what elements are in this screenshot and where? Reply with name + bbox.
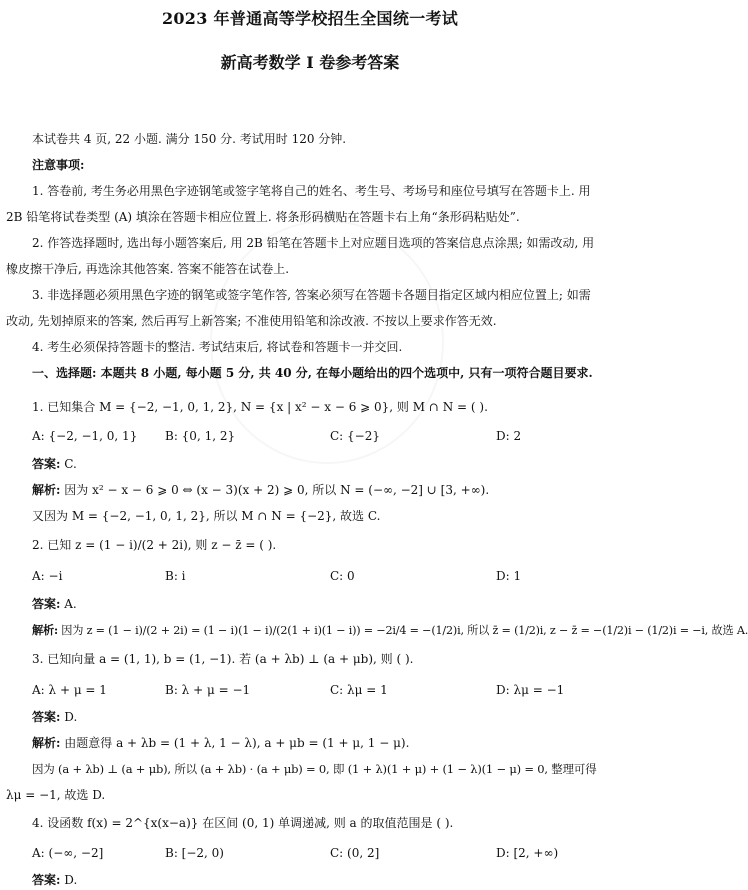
note-1-line-2: 2B 铅笔将试卷类型 (A) 填涂在答题卡相应位置上. 将条形码横贴在答题卡右上角“条形码粘贴处”. xyxy=(6,210,520,224)
answer-title: 新高考数学 I 卷参考答案 xyxy=(220,53,400,72)
note-3-line-2: 改动, 先划掉原来的答案, 然后再写上新答案; 不准使用铅笔和涂改液. 不按以上要求作答无效. xyxy=(6,314,497,328)
q3-analysis-2: 因为 (a + λb) ⊥ (a + μb), 所以 (a + λb) · (a + μb) = 0, 即 (1 + λ)(1 + μ) + (1 − λ)(1 − μ) = 0, 整理可得 xyxy=(32,762,597,776)
q3-option-b: B: λ + μ = −1 xyxy=(165,683,251,697)
note-3-line-1: 3. 非选择题必须用黑色字迹的钢笔或签字笔作答, 答案必须写在答题卡各题目指定区域内相应位置上; 如需 xyxy=(32,288,591,302)
exam-info: 本试卷共 4 页, 22 小题. 满分 150 分. 考试用时 120 分钟. xyxy=(32,132,347,146)
q1-answer xyxy=(0,456,652,472)
q2-answer-value: A. xyxy=(60,597,77,611)
note-2-line-1: 2. 作答选择题时, 选出每小题答案后, 用 2B 铅笔在答题卡上对应题目选项的答案信息点涂黑; 如需改动, 用 xyxy=(32,236,595,250)
exam-title: 2023 年普通高等学校招生全国统一考试 xyxy=(161,9,459,28)
q3-option-a: A: λ + μ = 1 xyxy=(32,683,107,697)
q3-analysis-text-1: 由题意得 a + λb = (1 + λ, 1 − λ), a + μb = (1 + μ, 1 − μ). xyxy=(60,736,410,750)
q3-analysis-1 xyxy=(0,735,652,751)
q1-option-b: B: {0, 1, 2} xyxy=(165,429,236,443)
q2-analysis-1 xyxy=(0,622,748,639)
q1-answer-label: 答案: xyxy=(32,457,61,471)
q3-option-c: C: λμ = 1 xyxy=(330,683,388,697)
notes-heading: 注意事项: xyxy=(32,158,85,172)
q3-analysis-label: 解析: xyxy=(32,736,61,750)
q4-option-d: D: [2, +∞) xyxy=(496,846,559,860)
q1-analysis-1 xyxy=(0,482,652,498)
q3-answer-label: 答案: xyxy=(32,710,61,724)
q2-option-c: C: 0 xyxy=(330,569,355,583)
q2-answer xyxy=(0,596,652,612)
q1-analysis-label: 解析: xyxy=(32,483,61,497)
q4-answer xyxy=(0,872,652,888)
q1-option-a: A: {−2, −1, 0, 1} xyxy=(32,429,138,443)
note-1-line-1: 1. 答卷前, 考生务必用黑色字迹钢笔或签字笔将自己的姓名、考生号、考场号和座位号填写在答题卡上. 用 xyxy=(32,184,591,198)
q3-stem: 3. 已知向量 a = (1, 1), b = (1, −1). 若 (a + λb) ⊥ (a + μb), 则 ( ). xyxy=(32,652,414,666)
q2-analysis-label: 解析: xyxy=(32,623,58,637)
q2-stem: 2. 已知 z = (1 − i)/(2 + 2i), 则 z − z̄ = ( ). xyxy=(32,538,277,552)
q3-option-d: D: λμ = −1 xyxy=(496,683,565,697)
q4-answer-label: 答案: xyxy=(32,873,61,887)
q3-answer xyxy=(0,709,652,725)
q1-option-d: D: 2 xyxy=(496,429,522,443)
q1-stem: 1. 已知集合 M = {−2, −1, 0, 1, 2}, N = {x | x² − x − 6 ⩾ 0}, 则 M ∩ N = ( ). xyxy=(32,400,488,414)
q1-analysis-text-1: 因为 x² − x − 6 ⩾ 0 ⇔ (x − 3)(x + 2) ⩾ 0, 所以 N = (−∞, −2] ∪ [3, +∞). xyxy=(60,483,490,497)
q4-option-c: C: (0, 2] xyxy=(330,846,380,860)
q2-analysis-text-1: 因为 z = (1 − i)/(2 + 2i) = (1 − i)(1 − i)/(2(1 + i)(1 − i)) = −2i/4 = −(1/2)i, 所以 z̄ = (1/2)i, z − z̄ = −(1/2)i − (1/2)i = −i, 故选 A. xyxy=(57,624,748,637)
q1-analysis-2: 又因为 M = {−2, −1, 0, 1, 2}, 所以 M ∩ N = {−2}, 故选 C. xyxy=(32,509,381,523)
q2-option-b: B: i xyxy=(165,569,186,583)
q4-option-a: A: (−∞, −2] xyxy=(32,846,104,860)
q3-analysis-3: λμ = −1, 故选 D. xyxy=(6,788,106,802)
note-4: 4. 考生必须保持答题卡的整洁. 考试结束后, 将试卷和答题卡一并交回. xyxy=(32,340,403,354)
q2-answer-label: 答案: xyxy=(32,597,61,611)
note-2-line-2: 橡皮擦干净后, 再选涂其他答案. 答案不能答在试卷上. xyxy=(6,262,290,276)
q1-option-c: C: {−2} xyxy=(330,429,380,443)
q4-answer-value: D. xyxy=(60,873,78,887)
q4-stem: 4. 设函数 f(x) = 2^{x(x−a)} 在区间 (0, 1) 单调递减, 则 a 的取值范围是 ( ). xyxy=(32,816,454,830)
q2-option-d: D: 1 xyxy=(496,569,522,583)
q4-option-b: B: [−2, 0) xyxy=(165,846,224,860)
q3-answer-value: D. xyxy=(60,710,78,724)
section-1-heading: 一、选择题: 本题共 8 小题, 每小题 5 分, 共 40 分, 在每小题给出的四个选项中, 只有一项符合题目要求. xyxy=(32,366,593,380)
q2-option-a: A: −i xyxy=(32,569,63,583)
q1-answer-value: C. xyxy=(60,457,77,471)
